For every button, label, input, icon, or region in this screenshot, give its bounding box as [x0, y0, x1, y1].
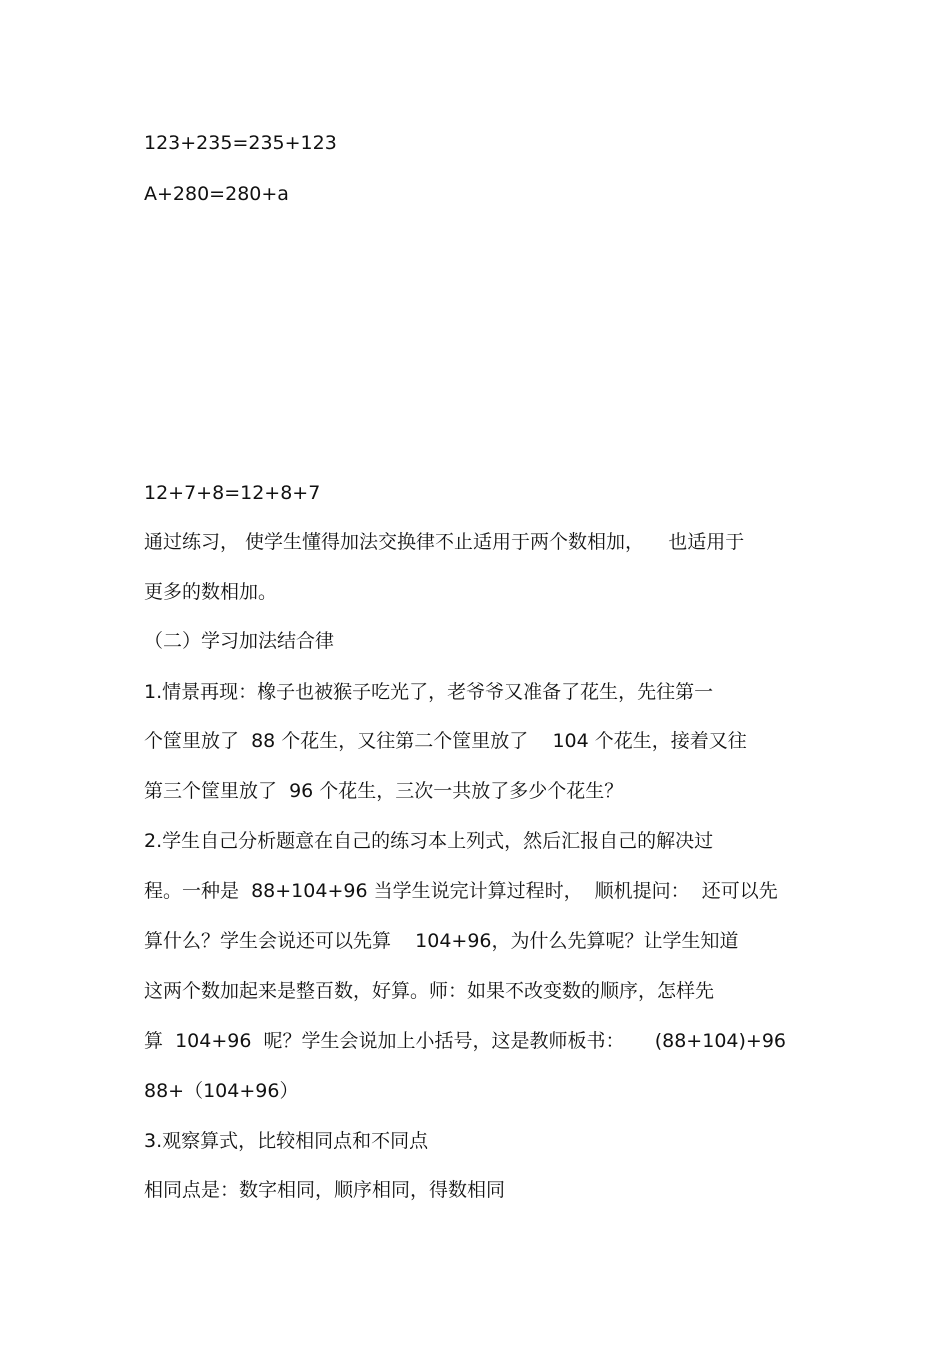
paragraph-line: 这两个数加起来是整百数，好算。师：如果不改变数的顺序，怎样先 [144, 980, 715, 1002]
section-heading: （二）学习加法结合律 [144, 630, 335, 652]
equation-commutative-1: 123+235=235+123 [144, 132, 337, 154]
paragraph-line: 个筐里放了 88 个花生，又往第二个筐里放了 104 个花生，接着又往 [144, 730, 747, 752]
paragraph-line: 3.观察算式，比较相同点和不同点 [144, 1130, 429, 1152]
paragraph-line: 算什么？学生会说还可以先算 104+96，为什么先算呢？让学生知道 [144, 930, 739, 952]
paragraph-line: 更多的数相加。 [144, 581, 278, 603]
paragraph-line: 2.学生自己分析题意在自己的练习本上列式，然后汇报自己的解决过 [144, 830, 714, 852]
equation-associative: 88+（104+96） [144, 1080, 299, 1102]
equation-commutative-3: 12+7+8=12+8+7 [144, 482, 321, 504]
paragraph-line: 算 104+96 呢？学生会说加上小括号，这是教师板书： (88+104)+96 [144, 1030, 787, 1052]
equation-commutative-2: A+280=280+a [144, 183, 289, 205]
paragraph-line: 1.情景再现：橡子也被猴子吃光了，老爷爷又准备了花生，先往第一 [144, 681, 714, 703]
paragraph-line: 相同点是：数字相同，顺序相同，得数相同 [144, 1179, 506, 1201]
paragraph-line: 通过练习， 使学生懂得加法交换律不止适用于两个数相加， 也适用于 [144, 531, 745, 553]
paragraph-line: 程。一种是 88+104+96 当学生说完计算过程时， 顺机提问： 还可以先 [144, 880, 778, 902]
paragraph-line: 第三个筐里放了 96 个花生，三次一共放了多少个花生？ [144, 780, 624, 802]
